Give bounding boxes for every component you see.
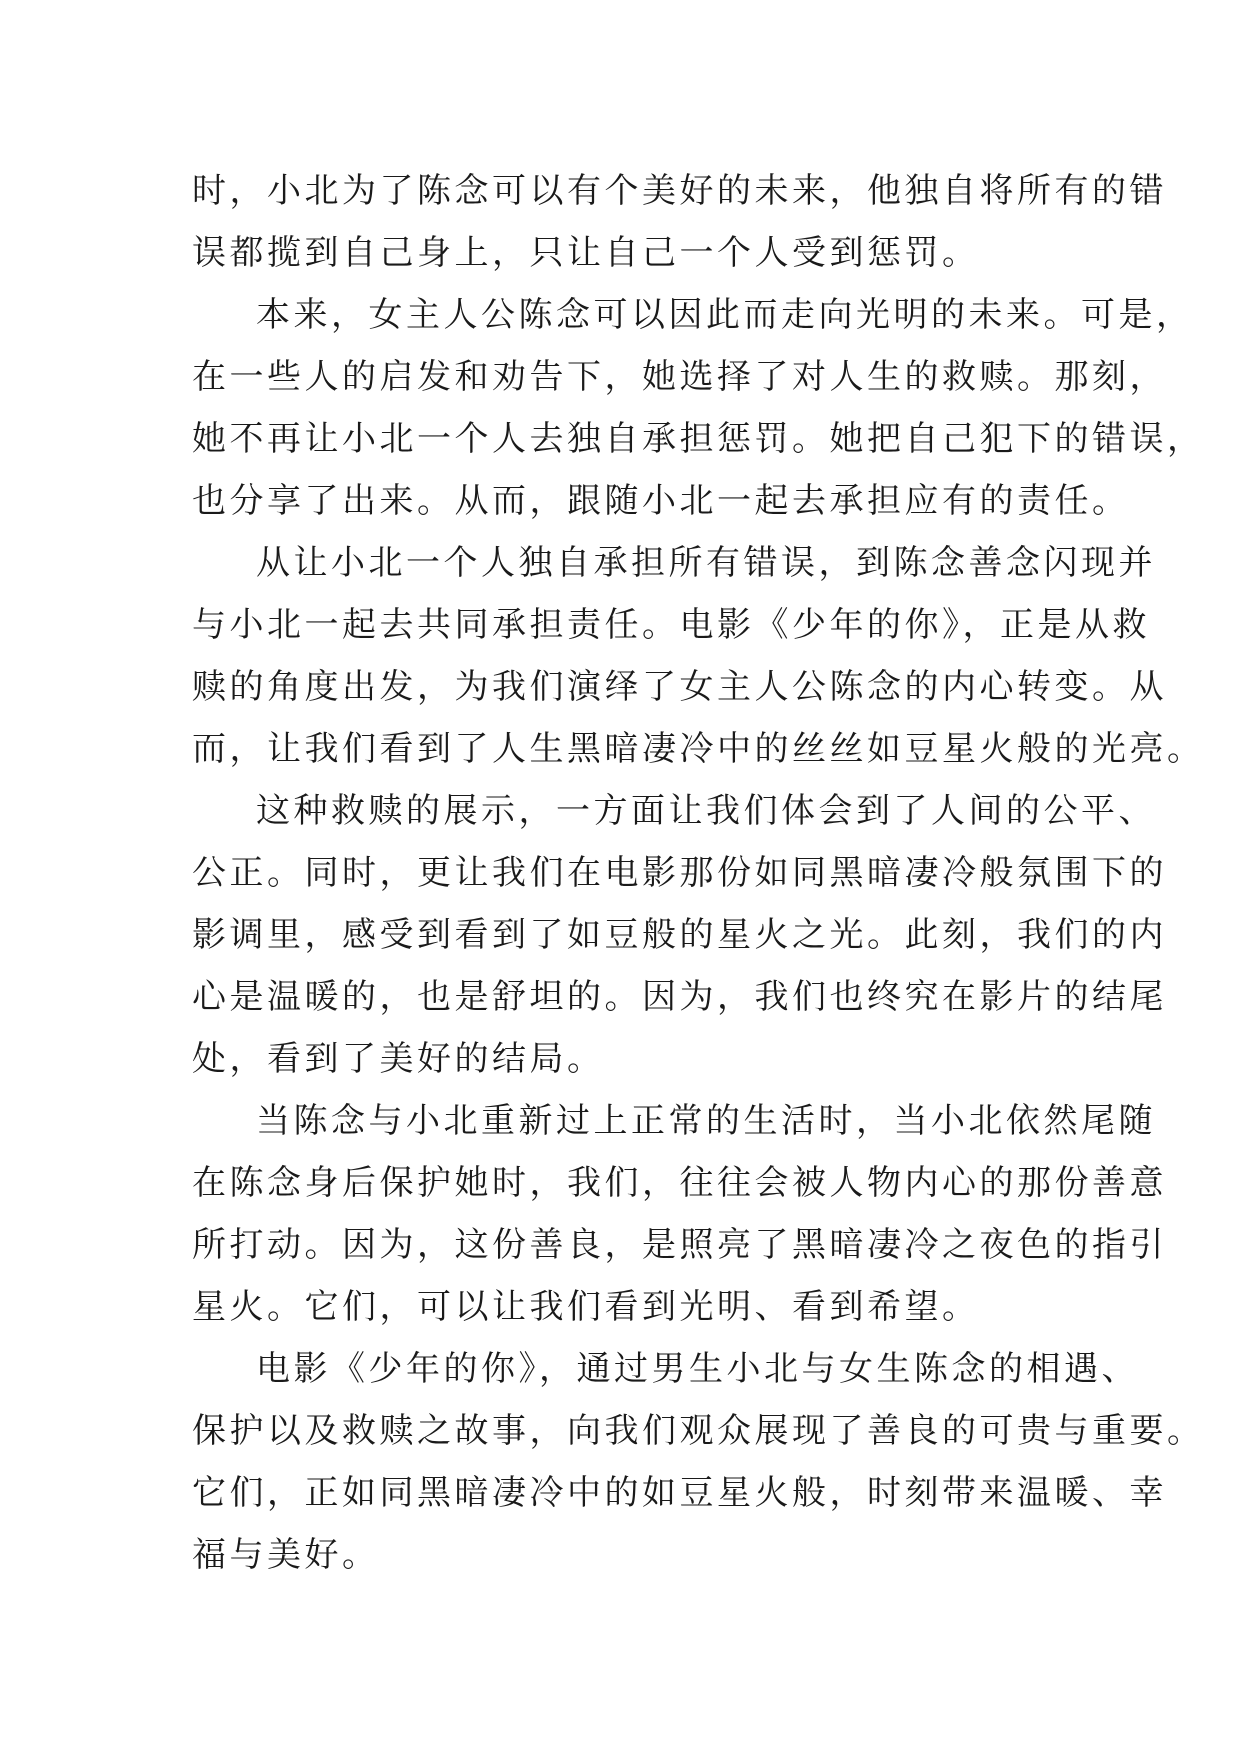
text-line: 它们，正如同黑暗凄冷中的如豆星火般，时刻带来温暖、幸 bbox=[192, 1473, 1167, 1513]
text-line: 与小北一起去共同承担责任。电影《少年的你》，正是从救 bbox=[192, 605, 1150, 645]
text-line: 福与美好。 bbox=[192, 1535, 380, 1575]
text-line: 影调里，感受到看到了如豆般的星火之光。此刻，我们的内 bbox=[192, 915, 1167, 955]
text-line: 星火。它们，可以让我们看到光明、看到希望。 bbox=[192, 1287, 980, 1327]
text-line: 赎的角度出发，为我们演绎了女主人公陈念的内心转变。从 bbox=[192, 667, 1167, 707]
text-line: 时，小北为了陈念可以有个美好的未来，他独自将所有的错 bbox=[192, 171, 1167, 211]
paragraph-start-line: 这种救赎的展示，一方面让我们体会到了人间的公平、 bbox=[256, 791, 1156, 831]
paragraph-start-line: 本来，女主人公陈念可以因此而走向光明的未来。可是， bbox=[256, 295, 1194, 335]
text-line: 公正。同时，更让我们在电影那份如同黑暗凄冷般氛围下的 bbox=[192, 853, 1167, 893]
paragraph-start-line: 当陈念与小北重新过上正常的生活时，当小北依然尾随 bbox=[256, 1101, 1156, 1141]
text-line: 而，让我们看到了人生黑暗凄冷中的丝丝如豆星火般的光亮。 bbox=[192, 729, 1205, 769]
paragraph-start-line: 从让小北一个人独自承担所有错误，到陈念善念闪现并 bbox=[256, 543, 1156, 583]
text-line: 心是温暖的，也是舒坦的。因为，我们也终究在影片的结尾 bbox=[192, 977, 1167, 1017]
text-line: 在一些人的启发和劝告下，她选择了对人生的救赎。那刻， bbox=[192, 357, 1167, 397]
paragraph-start-line: 电影《少年的你》，通过男生小北与女生陈念的相遇、 bbox=[256, 1349, 1139, 1389]
text-line: 误都揽到自己身上，只让自己一个人受到惩罚。 bbox=[192, 233, 980, 273]
body-text bbox=[192, 160, 1205, 1586]
text-line: 处，看到了美好的结局。 bbox=[192, 1039, 605, 1079]
text-line: 保护以及救赎之故事，向我们观众展现了善良的可贵与重要。 bbox=[192, 1411, 1205, 1451]
text-line: 也分享了出来。从而，跟随小北一起去承担应有的责任。 bbox=[192, 481, 1130, 521]
text-line: 她不再让小北一个人去独自承担惩罚。她把自己犯下的错误， bbox=[192, 419, 1205, 459]
text-line: 在陈念身后保护她时，我们，往往会被人物内心的那份善意 bbox=[192, 1163, 1167, 1203]
text-line: 所打动。因为，这份善良，是照亮了黑暗凄冷之夜色的指引 bbox=[192, 1225, 1167, 1265]
